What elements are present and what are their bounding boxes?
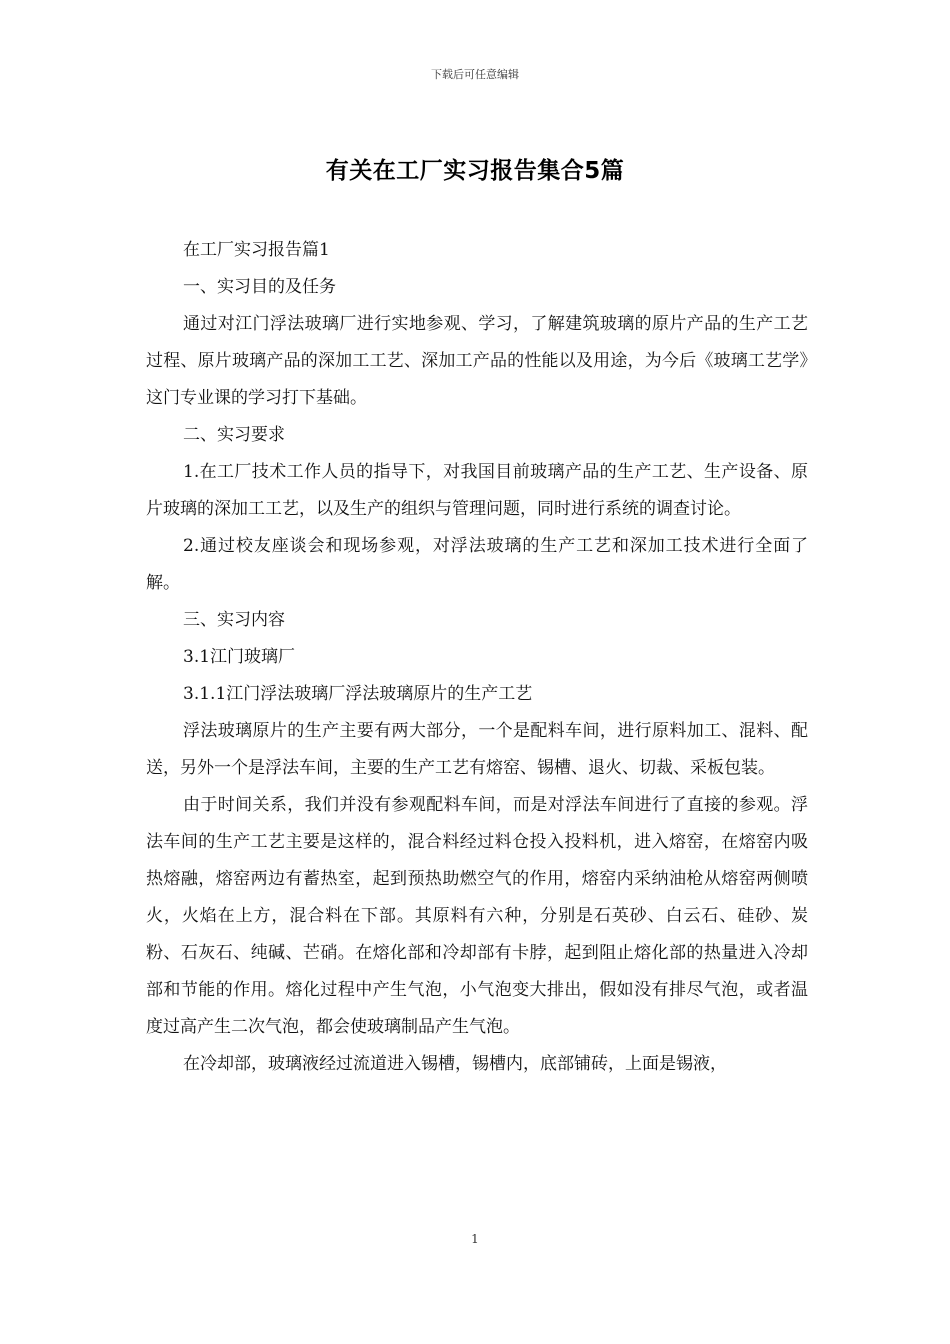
subsection-heading: 二、实习要求 (183, 425, 285, 445)
body-paragraph: 由于时间关系，我们并没有参观配料车间，而是对浮法车间进行了直接的参观。浮法车间的生产工艺主要是这样的，混合料经过料仓投入投料机，进入熔窑，在熔窑内吸热熔融，熔窑两边有蓄热室，起到预热助燃空气的作用，熔窑内采纳油枪从熔窑两侧喷火，火焰在上方，混合料在下部。其原料有六种，分别是石英砂、白云石、硅砂、炭粉、石灰石、纯碱、芒硝。在熔化部和冷却部有卡脖，起到阻止熔化部的热量进入冷却部和节能的作用。熔化过程中产生气泡，小气泡变大排出，假如没有排尽气泡，或者温度过高产生二次气泡，都会使玻璃制品产生气泡。 (146, 795, 808, 1037)
body-paragraph: 通过对江门浮法玻璃厂进行实地参观、学习，了解建筑玻璃的原片产品的生产工艺过程、原片玻璃产品的深加工工艺、深加工产品的性能以及用途，为今后《玻璃工艺学》这门专业课的学习打下基础。 (146, 314, 808, 408)
body-paragraph: 1.在工厂技术工作人员的指导下，对我国目前玻璃产品的生产工艺、生产设备、原片玻璃的深加工工艺，以及生产的组织与管理问题，同时进行系统的调查讨论。 (146, 462, 808, 519)
subsection-heading: 三、实习内容 (183, 610, 285, 630)
subsection-heading: 3.1.1江门浮法玻璃厂浮法玻璃原片的生产工艺 (183, 684, 533, 704)
section-heading: 在工厂实习报告篇1 (183, 240, 330, 260)
body-paragraph: 在冷却部，玻璃液经过流道进入锡槽，锡槽内，底部铺砖，上面是锡液， (183, 1054, 727, 1074)
subsection-heading: 3.1江门玻璃厂 (183, 647, 296, 667)
document-title: 有关在工厂实习报告集合5篇 (325, 158, 625, 184)
document-body (146, 232, 808, 1083)
body-paragraph: 2.通过校友座谈会和现场参观，对浮法玻璃的生产工艺和深加工技术进行全面了解。 (146, 536, 808, 593)
page-number: 1 (471, 1232, 479, 1246)
subsection-heading: 一、实习目的及任务 (183, 277, 336, 297)
body-paragraph: 浮法玻璃原片的生产主要有两大部分，一个是配料车间，进行原料加工、混料、配送，另外一个是浮法车间，主要的生产工艺有熔窑、锡槽、退火、切裁、采板包装。 (146, 721, 808, 778)
header-note: 下载后可任意编辑 (431, 68, 519, 81)
